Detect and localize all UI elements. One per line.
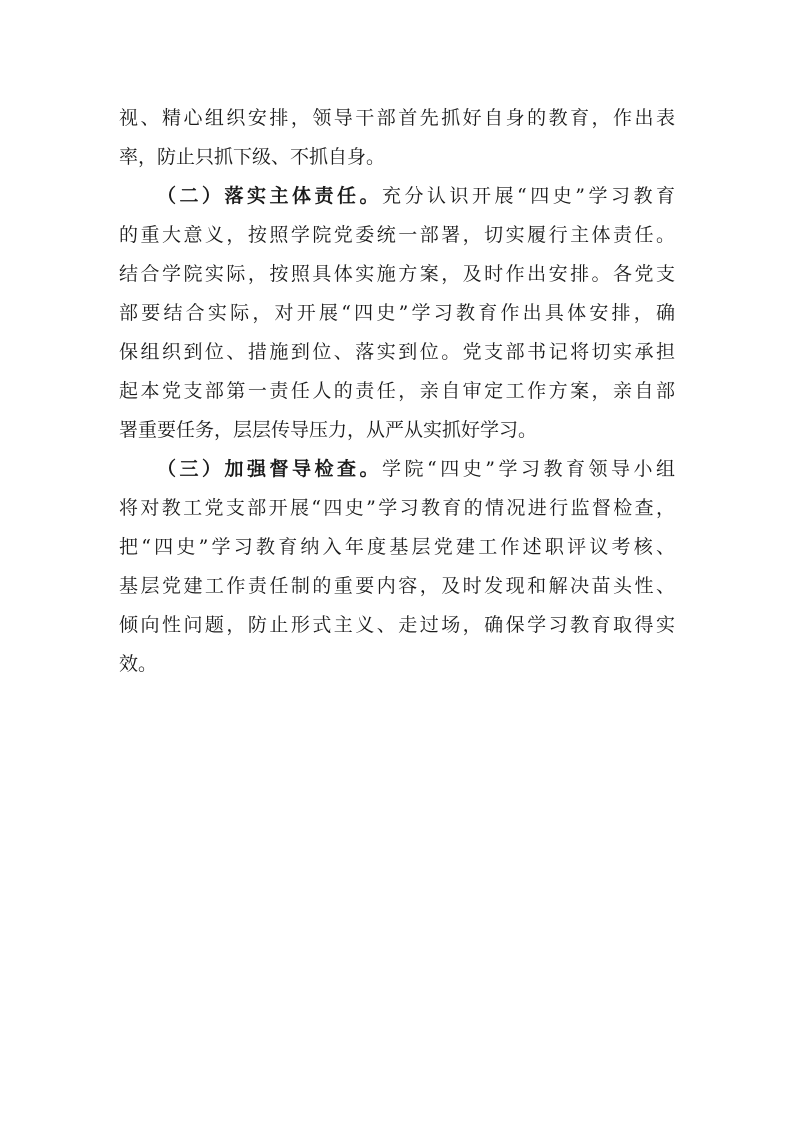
section-3-paragraph [119,450,675,684]
text-line: 部要结合实际，对开展“四史”学习教育作出具体安排，确 [119,302,675,324]
section-3-heading: （三）加强督导检查。 [157,458,383,480]
paragraph-continued [119,99,675,177]
text-line: 效。 [119,653,158,675]
section-2-heading: （二）落实主体责任。 [157,185,383,207]
section-2-first-line: 充分认识开展“四史”学习教育 [382,185,675,207]
text-line: 署重要任务，层层传导压力，从严从实抓好学习。 [119,419,538,441]
section-2-paragraph [119,177,675,450]
body-text [119,99,675,684]
text-line: 将对教工党支部开展“四史”学习教育的情况进行监督检查， [119,497,675,519]
text-line: 把“四史”学习教育纳入年度基层党建工作述职评议考核、 [119,536,675,558]
text-line: 起本党支部第一责任人的责任，亲自审定工作方案，亲自部 [119,380,675,402]
section-3-first-line: 学院“四史”学习教育领导小组 [382,458,675,480]
text-line: 基层党建工作责任制的重要内容，及时发现和解决苗头性、 [119,575,675,597]
text-line [119,450,675,489]
text-line: 保组织到位、措施到位、落实到位。党支部书记将切实承担 [119,341,675,363]
text-line [119,177,675,216]
text-line: 倾向性问题，防止形式主义、走过场，确保学习教育取得实 [119,614,675,636]
text-line: 率，防止只抓下级、不抓自身。 [119,146,386,168]
text-line: 视、精心组织安排，领导干部首先抓好自身的教育，作出表 [119,107,675,129]
text-line: 结合学院实际，按照具体实施方案，及时作出安排。各党支 [119,263,675,285]
text-line: 的重大意义，按照学院党委统一部署，切实履行主体责任。 [119,224,675,246]
